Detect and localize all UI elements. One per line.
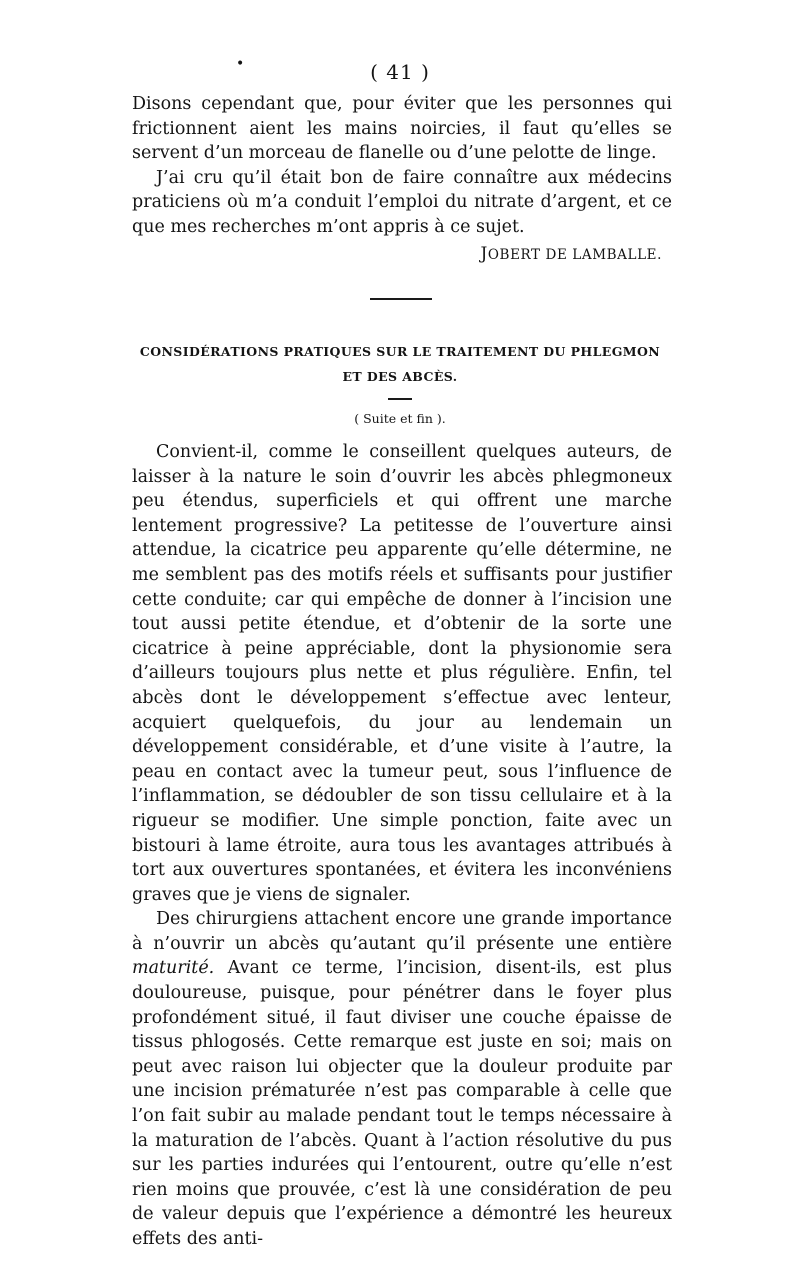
article-title-line-1: CONSIDÉRATIONS PRATIQUES SUR LE TRAITEMENT DU PHLEGMON (139, 344, 661, 359)
signature-rest: OBERT DE LAMBALLE. (487, 247, 662, 263)
signature-initial: J (480, 244, 488, 264)
author-signature (480, 244, 662, 264)
title-divider (388, 398, 412, 400)
article-body (132, 440, 672, 1252)
section-divider (370, 298, 432, 300)
page-number: ( 41 ) (370, 60, 430, 84)
body-paragraph-1: Convient-il, comme le conseillent quelques auteurs, de laisser à la nature le soin d’ouvrir les abcès phlegmoneux peu étendus, superficiels et qui offrent une marche lentement progressive? La petitesse de l’ouverture ainsi attendue, la cicatrice peu apparente qu’elle détermine, ne me semblent pas des motifs réels et suffisants pour justifier cette conduite; car qui empêche de donner à l’incision une tout aussi petite étendue, et d’obtenir de la sorte une cicatrice à peine appréciable, dont la physionomie sera d’ailleurs toujours plus nette et plus régulière. Enfin, tel abcès dont le développement s’effectue avec lenteur, acquiert quelquefois, du jour au lendemain un développement considérable, et d’une visite à l’autre, la peau en contact avec la tumeur peut, sous l’influence de l’inflammation, se dédoubler de son tissu cellulaire et à la rigueur se modifier. Une simple ponction, faite avec un bistouri à lame étroite, aura tous les avantages attribués à tort aux ouvertures spontanées, et évitera les inconvéniens graves que je viens de signaler. (132, 442, 672, 905)
paragraph-closing-2: J’ai cru qu’il était bon de faire connaître aux médecins praticiens où m’a conduit l’emploi du nitrate d’argent, et ce que mes recherches m’ont appris à ce sujet. (132, 167, 672, 237)
stray-mark: • (236, 56, 245, 72)
closing-text-block (132, 92, 672, 240)
body-paragraph-2 (132, 907, 672, 1251)
article-title-line-2: ET DES ABCÈS. (342, 369, 458, 384)
italic-term: maturité. (132, 958, 215, 979)
body-paragraph-2-start: Des chirurgiens attachent encore une grande importance à n’ouvrir un abcès qu’autant qu’il présente une entière (132, 909, 672, 954)
body-paragraph-2-end: Avant ce terme, l’incision, disent-ils, est plus douloureuse, puisque, pour pénétrer dans le foyer plus profondément situé, il faut diviser une couche épaisse de tissus phlogosés. Cette remarque est juste en soi; mais on peut avec raison lui objecter que la douleur produite par une incision prématurée n’est pas comparable à celle que l’on fait subir au malade pendant tout le temps nécessaire à la maturation de l’abcès. Quant à l’action résolutive du pus sur les parties indurées qui l’entourent, outre qu’elle n’est rien moins que prouvée, c’est là une considération de peu de valeur depuis que l’expérience a démontré les heureux effets des anti- (132, 958, 672, 1249)
paragraph-closing-1: Disons cependant que, pour éviter que les personnes qui frictionnent aient les mains noircies, il faut qu’elles se servent d’un morceau de flanelle ou d’une pelotte de linge. (132, 94, 672, 164)
article-subtitle: ( Suite et fin ). (354, 411, 446, 426)
